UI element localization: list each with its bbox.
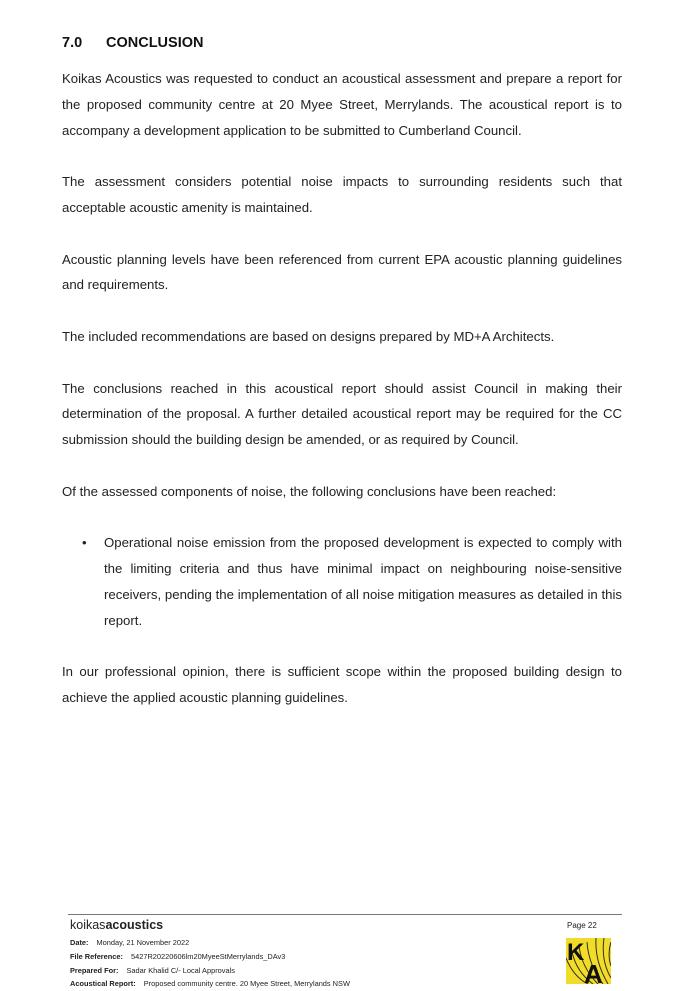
acoustical-report-label: Acoustical Report: bbox=[70, 979, 136, 989]
koikas-logo-icon bbox=[566, 938, 611, 984]
footer-date-row bbox=[70, 936, 350, 950]
date-value: Monday, 21 November 2022 bbox=[96, 938, 190, 947]
section-number: 7.0 bbox=[62, 35, 83, 51]
paragraph: Acoustic planning levels have been referenced from current EPA acoustic planning guidelines and requirements. bbox=[62, 251, 622, 293]
page-number: Page 22 bbox=[567, 921, 597, 930]
file-reference-label: File Reference: bbox=[70, 951, 123, 961]
date-label: Date: bbox=[70, 938, 89, 947]
bullet-icon: • bbox=[82, 535, 87, 551]
paragraph: Koikas Acoustics was requested to conduct an acoustical assessment and prepare a report for the proposed community centre at 20 Myee Street, Merrylands. The acoustical report is to accompany a development application to be submitted to Cumberland Council. bbox=[62, 71, 622, 138]
acoustical-report-value: Proposed community centre. 20 Myee Street, Merrylands NSW bbox=[143, 979, 350, 989]
list-item-text: Operational noise emission from the proposed development is expected to comply with the limiting criteria and thus have minimal impact on neighbouring noise-sensitive receivers, pending the implementation of all noise mitigation measures as detailed in this report. bbox=[104, 535, 622, 628]
paragraph: The included recommendations are based on designs prepared by MD+A Architects. bbox=[62, 328, 555, 344]
prepared-for-label: Prepared For: bbox=[70, 965, 119, 975]
brand-name-part2: acoustics bbox=[105, 918, 164, 932]
footer-brand bbox=[70, 918, 163, 932]
section-heading bbox=[62, 35, 203, 51]
paragraph: Of the assessed components of noise, the following conclusions have been reached: bbox=[62, 483, 557, 499]
footer-file-row bbox=[70, 950, 350, 964]
svg-text:A: A bbox=[584, 959, 603, 984]
brand-name-part1: koikas bbox=[70, 918, 106, 932]
footer-divider bbox=[68, 914, 622, 915]
conclusion-list bbox=[62, 530, 622, 633]
paragraph: The conclusions reached in this acoustical report should assist Council in making their determination of the proposal. A further detailed acoustical report may be required for the CC submission should the building design be amended, or as required by Council. bbox=[62, 380, 622, 448]
section-title: CONCLUSION bbox=[106, 35, 204, 51]
prepared-for-value: Sadar Khalid C/- Local Approvals bbox=[126, 965, 235, 975]
paragraph: The assessment considers potential noise impacts to surrounding residents such that acceptable acoustic amenity is maintained. bbox=[62, 174, 622, 215]
closing-paragraph: In our professional opinion, there is sufficient scope within the proposed building design to achieve the applied acoustic planning guidelines. bbox=[62, 664, 622, 706]
footer-prepared-row bbox=[70, 964, 350, 978]
svg-text:K: K bbox=[567, 939, 585, 966]
footer-metadata bbox=[70, 936, 350, 991]
list-item bbox=[82, 530, 622, 633]
file-reference-value: 5427R20220606lm20MyeeStMerrylands_DAv3 bbox=[131, 951, 286, 961]
body-text bbox=[62, 66, 622, 737]
